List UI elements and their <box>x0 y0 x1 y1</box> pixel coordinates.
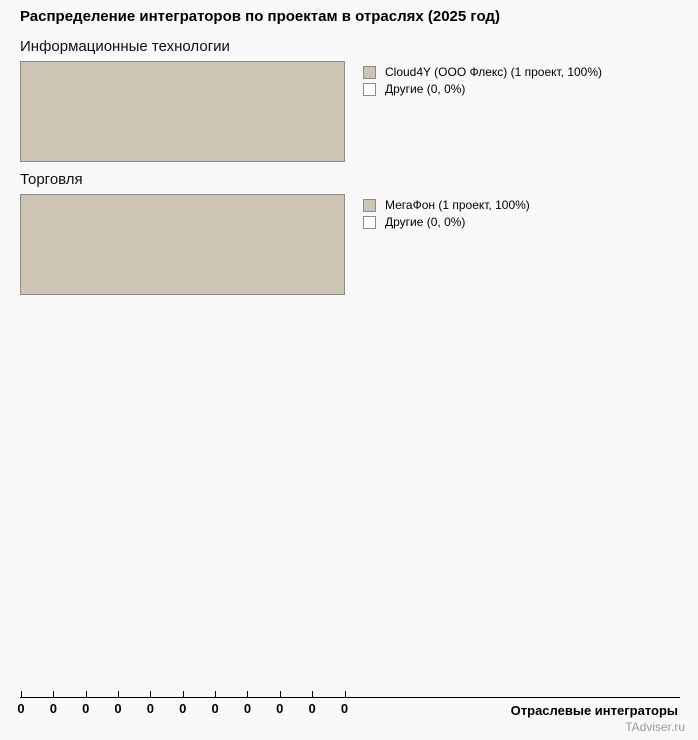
tadviser-watermark: TAdviser.ru <box>625 720 685 734</box>
axis-tick <box>53 691 54 697</box>
axis-tick-label: 0 <box>340 701 349 716</box>
bar-rect <box>20 61 345 162</box>
legend-label: МегаФон (1 проект, 100%) <box>385 198 530 212</box>
legend-swatch <box>363 83 376 96</box>
axis-tick-label: 0 <box>276 701 284 716</box>
industry-section <box>20 38 680 162</box>
section-body <box>20 61 680 162</box>
axis-tick-label: 0 <box>179 701 187 716</box>
legend-swatch <box>363 216 376 229</box>
axis-tick <box>280 691 281 697</box>
legend <box>363 61 602 99</box>
legend-item <box>363 65 602 80</box>
axis-tick <box>183 691 184 697</box>
axis-tick <box>215 691 216 697</box>
chart-title: Распределение интеграторов по проектам в отраслях (2025 год) <box>20 8 500 25</box>
section-body <box>20 194 680 295</box>
axis-tick <box>86 691 87 697</box>
industry-heading: Информационные технологии <box>20 38 230 55</box>
chart-container <box>20 8 680 295</box>
axis-tick-label: 0 <box>308 701 316 716</box>
axis-tick <box>21 691 22 697</box>
axis-tick-label: 0 <box>82 701 90 716</box>
sections-host <box>20 38 680 295</box>
legend-item <box>363 215 530 230</box>
legend-label: Другие (0, 0%) <box>385 82 466 96</box>
axis-tick-label: 0 <box>49 701 57 716</box>
axis-tick <box>312 691 313 697</box>
axis-tick <box>345 691 346 697</box>
axis-tick-label: 0 <box>17 701 25 716</box>
axis-tick <box>150 691 151 697</box>
axis-tick <box>247 691 248 697</box>
legend-label: Другие (0, 0%) <box>385 215 466 229</box>
x-axis-label: Отраслевые интеграторы <box>510 703 678 718</box>
axis-tick-label: 0 <box>146 701 155 716</box>
legend-label: Cloud4Y (ООО Флекс) (1 проект, 100%) <box>385 65 603 79</box>
industry-section <box>20 171 680 295</box>
axis-tick <box>118 691 119 697</box>
axis-tick-label: 0 <box>211 701 219 716</box>
industry-heading: Торговля <box>20 171 83 188</box>
legend-swatch <box>363 66 376 79</box>
legend-item <box>363 82 602 97</box>
legend-swatch <box>363 199 376 212</box>
axis-tick-label: 0 <box>114 701 122 716</box>
legend-item <box>363 198 530 213</box>
bar-rect <box>20 194 345 295</box>
axis-tick-label: 0 <box>243 701 252 716</box>
legend <box>363 194 530 232</box>
